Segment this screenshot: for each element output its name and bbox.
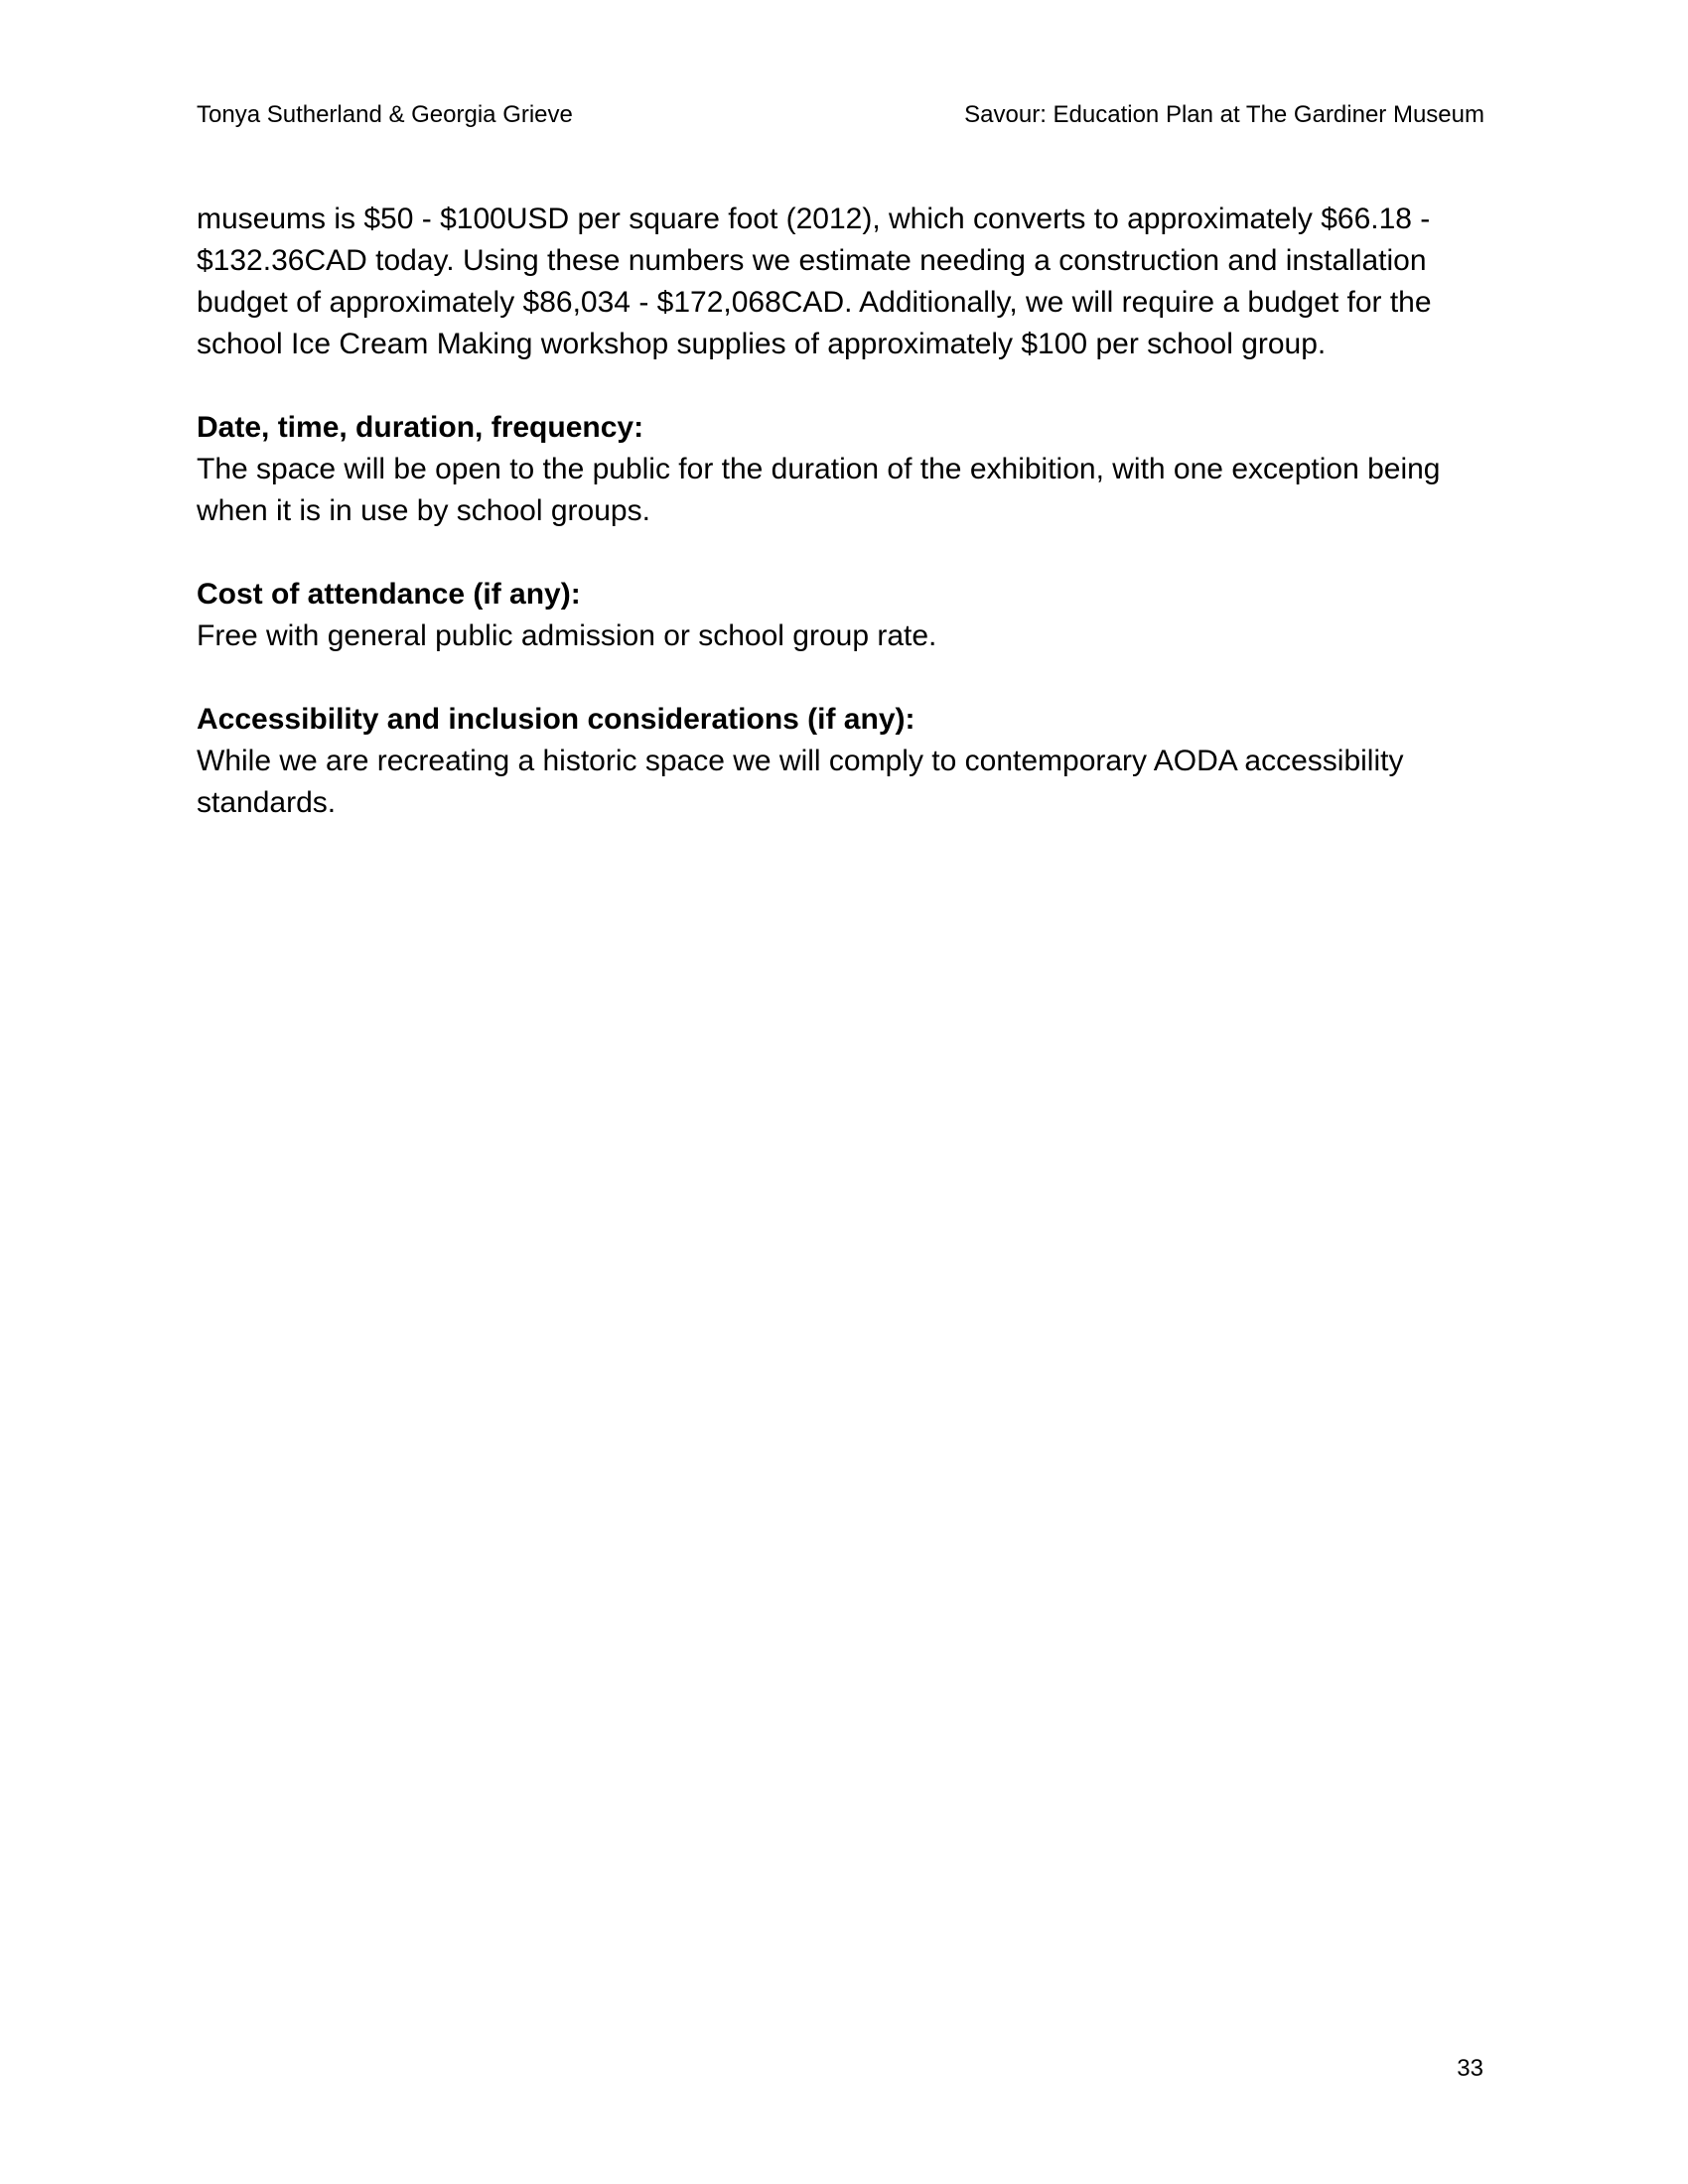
section-date-time — [197, 407, 1487, 532]
body-line: While we are recreating a historic space we will comply to contemporary AODA accessibility — [197, 745, 1404, 777]
body-line: $132.36CAD today. Using these numbers we estimate needing a construction and installation — [197, 244, 1427, 277]
section-heading: Accessibility and inclusion considerations (if any): — [197, 703, 915, 736]
section-heading: Cost of attendance (if any): — [197, 578, 581, 611]
body-line: The space will be open to the public for the duration of the exhibition, with one exception being — [197, 453, 1441, 485]
body-line: standards. — [197, 786, 337, 819]
section-heading: Date, time, duration, frequency: — [197, 411, 644, 444]
body-line: museums is $50 - $100USD per square foot (2012), which converts to approximately $66.18 - — [197, 203, 1431, 235]
header-document-title: Savour: Education Plan at The Gardiner Museum — [964, 101, 1484, 128]
section-accessibility — [197, 699, 1487, 824]
body-line: budget of approximately $86,034 - $172,068CAD. Additionally, we will require a budget for the — [197, 286, 1432, 319]
page-number: 33 — [1457, 2055, 1483, 2082]
section-body — [197, 615, 1487, 657]
body-line: when it is in use by school groups. — [197, 494, 650, 527]
body-line: Free with general public admission or school group rate. — [197, 619, 937, 652]
intro-paragraph — [197, 199, 1487, 365]
section-body — [197, 741, 1487, 824]
header-authors: Tonya Sutherland & Georgia Grieve — [197, 101, 573, 128]
body-line: school Ice Cream Making workshop supplies of approximately $100 per school group. — [197, 328, 1327, 360]
section-body — [197, 449, 1487, 532]
section-cost — [197, 574, 1487, 657]
document-body — [197, 199, 1487, 824]
